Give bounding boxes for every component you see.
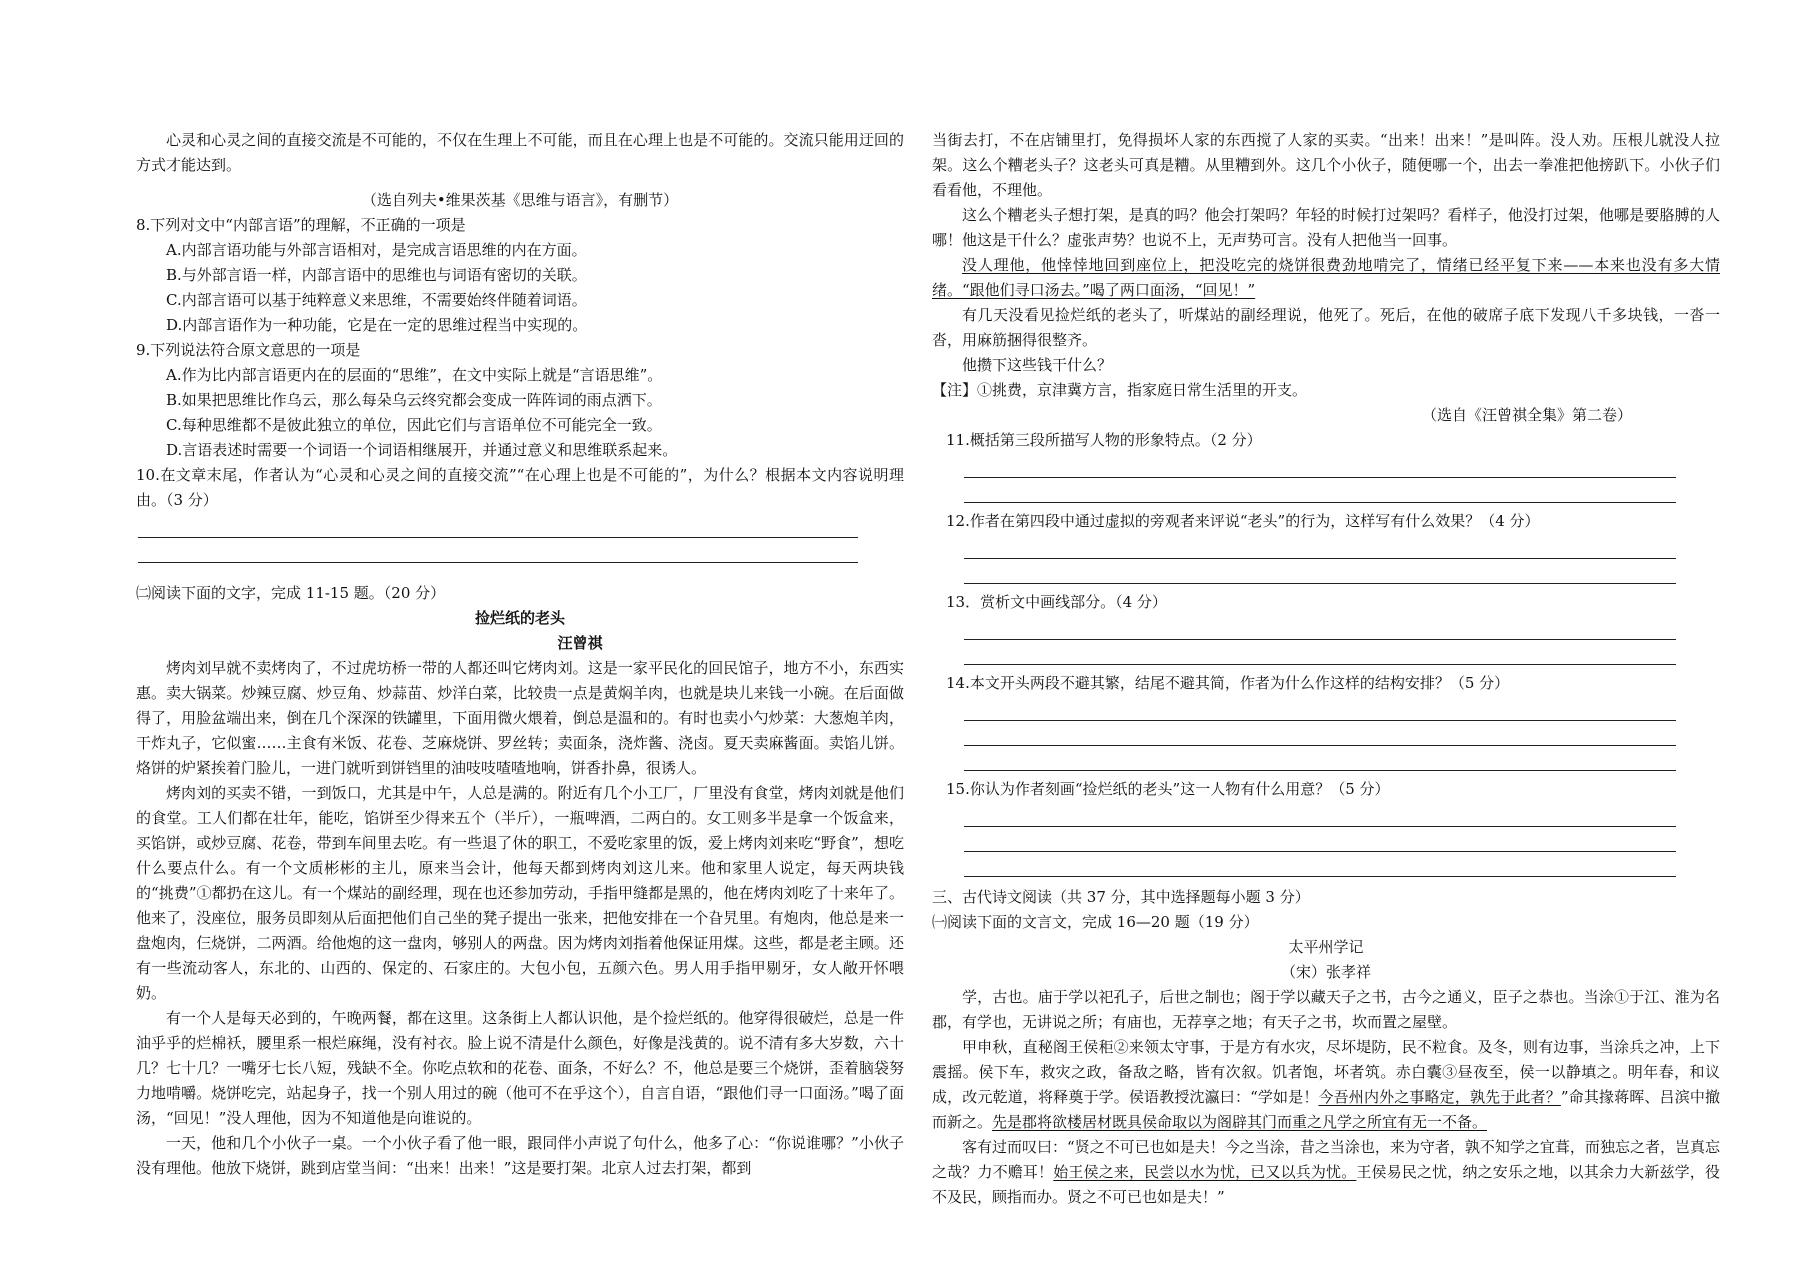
story-paragraph-1: 烤肉刘早就不卖烤肉了，不过虎坊桥一带的人都还叫它烤肉刘。这是一家平民化的回民馆子，地方不小，东西实惠。卖大锅菜。炒辣豆腐、炒豆角、炒蒜苗、炒洋白菜，比较贵一点是黄焖羊肉，也就是块儿来钱一小碗。在后面做得了，用脸盆端出来，倒在几个深深的铁罐里，下面用微火煨着，倒总是温和的。有时也卖小勺炒菜：大葱炮羊肉，干炸丸子，它似蜜……主食有米饭、花卷、芝麻烧饼、罗丝转；卖面条，浇炸酱、浇卤。夏天卖麻酱面。卖馅儿饼。烙饼的炉紧挨着门脸儿，一进门就听到饼铛里的油吱吱喳喳地响，饼香扑鼻，很诱人。 [136, 659, 904, 777]
classical-title: 太平州学记 [1288, 938, 1364, 956]
question-12: 12.作者在第四段中通过虚拟的旁观者来评说“老头”的行为，这样写有什么效果？（4 分） [946, 512, 1540, 530]
answer-line[interactable] [964, 852, 1676, 877]
question-15: 15.你认为作者刻画“捡烂纸的老头”这一人物有什么用意？（5 分） [946, 780, 1390, 798]
source-note: （选自《汪曾祺全集》第二卷） [1421, 406, 1632, 424]
q9-option-a: A.作为比内部言语更内在的层面的“思维”，在文中实际上就是“言语思维”。 [166, 366, 663, 384]
answer-line[interactable] [964, 721, 1676, 746]
classical-paragraph-2: 甲申秋，直秘阁王侯秬②来领太守事，于是方有水灾，尽坏堤防，民不粒食。及冬，则有边事，当涂兵之冲，上下震摇。侯下车，救灾之政，备敌之略，皆有次叙。饥者饱，坏者筑。赤白囊③昼夜至，侯一以静填之。明年春，和议成，改元乾道，将释奠于学。侯语教授沈瀛曰：“学如是！今吾州内外之事略定，孰先于此者？”命其掾蒋晖、吕滨中撤而新之。先是郡将欲楼居材既具侯命取以为阁辟其门而重之凡学之所宜有无一不备。 [932, 1038, 1720, 1131]
intro-paragraph: 心灵和心灵之间的直接交流是不可能的，不仅在生理上不可能，而且在心理上也是不可能的。交流只能用迂回的方式才能达到。 [136, 131, 904, 174]
q8-option-a: A.内部言语功能与外部言语相对，是完成言语思维的内在方面。 [166, 241, 587, 259]
story-paragraph-4-cont: 当街去打，不在店铺里打，免得损坏人家的东西搅了人家的买卖。“出来！出来！”是叫阵。没人劝。压根儿就没人拉架。这么个糟老头子？这老头可真是糟。从里糟到外。这几个小伙子，随便哪一个，出去一拳准把他搒趴下。小伙子们看看他，不理他。 [932, 131, 1720, 199]
story-title: 捡烂纸的老头 [474, 609, 565, 627]
answer-line[interactable] [964, 534, 1676, 559]
left-column [136, 128, 904, 1181]
story-paragraph-4: 一天，他和几个小伙子一桌。一个小伙子看了他一眼，跟同伴小声说了句什么，他多了心：“你说谁哪？”小伙子没有理他。他放下烧饼，跳到店堂当间：“出来！出来！”这是要打架。北京人过去打架，都到 [136, 1134, 904, 1177]
section-3-heading: 三、古代诗文阅读（共 37 分，其中选择题每小题 3 分） [932, 888, 1310, 906]
answer-line[interactable] [964, 746, 1676, 771]
story-author: 汪曾祺 [557, 634, 603, 652]
right-column [932, 128, 1720, 1210]
answer-line[interactable] [964, 453, 1676, 478]
classical-author: （宋）张孝祥 [1280, 963, 1371, 981]
q8-option-b: B.与外部言语一样，内部言语中的思维也与词语有密切的关联。 [166, 266, 587, 284]
footnote: 【注】①挑费，京津冀方言，指家庭日常生活里的开支。 [932, 381, 1308, 399]
classical-paragraph-1: 学，古也。庙于学以祀孔子，后世之制也；阁于学以藏天子之书，古今之通义，臣子之恭也。当涂①于江、淮为名郡，有学也，无讲说之所；有庙也，无荐享之地；有天子之书，坎而置之屋壁。 [932, 988, 1720, 1031]
section-3-1-heading: ㈠阅读下面的文言文，完成 16—20 题（19 分） [932, 913, 1259, 931]
question-9: 9.下列说法符合原文意思的一项是 [136, 341, 361, 359]
story-paragraph-2: 烤肉刘的买卖不错，一到饭口，尤其是中午，人总是满的。附近有几个小工厂，厂里没有食堂，烤肉刘就是他们的食堂。工人们都在壮年，能吃，馅饼至少得来五个（半斤），一瓶啤酒，二两白的。女工则多半是拿一个饭盒来，买馅饼，或炒豆腐、花卷，带到车间里去吃。有一些退了休的职工，不爱吃家里的饭，爱上烤肉刘来吃“野食”，想吃什么要点什么。有一个文质彬彬的主儿，原来当会计，他每天都到烤肉刘这儿来。他和家里人说定，每天两块钱的“挑费”①都扔在这儿。有一个煤站的副经理，现在也还参加劳动，手指甲缝都是黑的，他在烤肉刘吃了十来年了。他来了，没座位，服务员即刻从后面把他们自己坐的凳子提出一张来，把他安排在一个旮旯里。有炮肉，他总是来一盘炮肉，仨烧饼，二两酒。给他炮的这一盘肉，够别人的两盘。因为烤肉刘指着他保证用煤。这些，都是老主顾。还有一些流动客人，东北的、山西的、保定的、石家庄的。大包小包，五颜六色。男人用手指甲剔牙，女人敞开怀喂奶。 [136, 784, 904, 1002]
q9-option-c: C.每种思维都不是彼此独立的单位，因此它们与言语单位不可能完全一致。 [166, 416, 662, 434]
classical-paragraph-3: 客有过而叹曰：“贤之不可已也如是夫！今之当涂，昔之当涂也，来为守者，孰不知学之宜葺，而独忘之者，岂真忘之哉？力不赡耳！始王侯之来，民尝以水为忧，已又以兵为忧。王侯易民之忧，纳之安乐之地，以其余力大新兹学，役不及民，顾指而办。贤之不可已也如是夫！” [932, 1138, 1720, 1206]
story-paragraph-5: 这么个糟老头子想打架，是真的吗？他会打架吗？年轻的时候打过架吗？看样子，他没打过架，他哪是要胳膊的人哪！他这是干什么？虚张声势？也说不上，无声势可言。没有人把他当一回事。 [932, 206, 1720, 249]
answer-line[interactable] [964, 827, 1676, 852]
answer-line[interactable] [964, 696, 1676, 721]
q8-option-d: D.内部言语作为一种功能，它是在一定的思维过程当中实现的。 [166, 316, 588, 334]
answer-line[interactable] [964, 640, 1676, 665]
answer-line[interactable] [964, 478, 1676, 503]
question-14: 14.本文开头两段不避其繁，结尾不避其简，作者为什么作这样的结构安排？（5 分） [946, 674, 1510, 692]
underlined-passage: 没人理他，他悻悻地回到座位上，把没吃完的烧饼很费劲地啃完了，情绪已经平复下来——本来也没有多大情绪。“跟他们寻口汤去。”喝了两口面汤，“回见！” [932, 256, 1720, 299]
underlined-sentence: 今吾州内外之事略定，孰先于此者？ [1318, 1088, 1561, 1106]
story-paragraph-3: 有一个人是每天必到的，午晚两餐，都在这里。这条街上人都认识他，是个捡烂纸的。他穿得很破烂，总是一件油乎乎的烂棉袄，腰里系一根烂麻绳，没有衬衣。脸上说不清是什么颜色，好像是浅黄的。说不清有多大岁数，六十几？七十几？一嘴牙七长八短，残缺不全。你吃点软和的花卷、面条，不好么？不，他总是要三个烧饼，歪着脑袋努力地啃嚼。烧饼吃完，站起身子，找一个别人用过的碗（他可不在乎这个），自言自语，“跟他们寻一口面汤。”喝了面汤，“回见！”没人理他，因为不知道他是向谁说的。 [136, 1009, 904, 1127]
question-11: 11.概括第三段所描写人物的形象特点。（2 分） [946, 431, 1262, 449]
section-2-heading: ㈡阅读下面的文字，完成 11-15 题。（20 分） [136, 584, 446, 602]
answer-line[interactable] [138, 538, 858, 563]
underlined-sentence: 先是郡将欲楼居材既具侯命取以为阁辟其门而重之凡学之所宜有无一不备。 [992, 1113, 1488, 1131]
question-13: 13．赏析文中画线部分。（4 分） [946, 593, 1167, 611]
answer-line[interactable] [964, 559, 1676, 584]
question-8: 8.下列对文中“内部言语”的理解，不正确的一项是 [136, 216, 466, 234]
answer-line[interactable] [964, 615, 1676, 640]
answer-line[interactable] [138, 513, 858, 538]
q9-option-d: D.言语表述时需要一个词语一个词语相继展开，并通过意义和思维联系起来。 [166, 441, 678, 459]
underlined-sentence: 始王侯之来，民尝以水为忧，已又以兵为忧。 [1053, 1163, 1357, 1181]
story-paragraph-7: 有几天没看见捡烂纸的老头了，听煤站的副经理说，他死了。死后，在他的破席子底下发现八千多块钱，一沓一沓，用麻筋捆得很整齐。 [932, 306, 1720, 349]
answer-line[interactable] [964, 802, 1676, 827]
source-note: （选自列夫•维果茨基《思维与语言》，有删节） [361, 191, 679, 209]
story-paragraph-8: 他攒下这些钱干什么？ [962, 356, 1113, 374]
q8-option-c: C.内部言语可以基于纯粹意义来思维，不需要始终伴随着词语。 [166, 291, 587, 309]
question-10: 10.在文章末尾，作者认为“心灵和心灵之间的直接交流”“在心理上也是不可能的”，为什么？根据本文内容说明理由。（3 分） [136, 466, 904, 509]
q9-option-b: B.如果把思维比作乌云，那么每朵乌云终究都会变成一阵阵词的雨点洒下。 [166, 391, 662, 409]
